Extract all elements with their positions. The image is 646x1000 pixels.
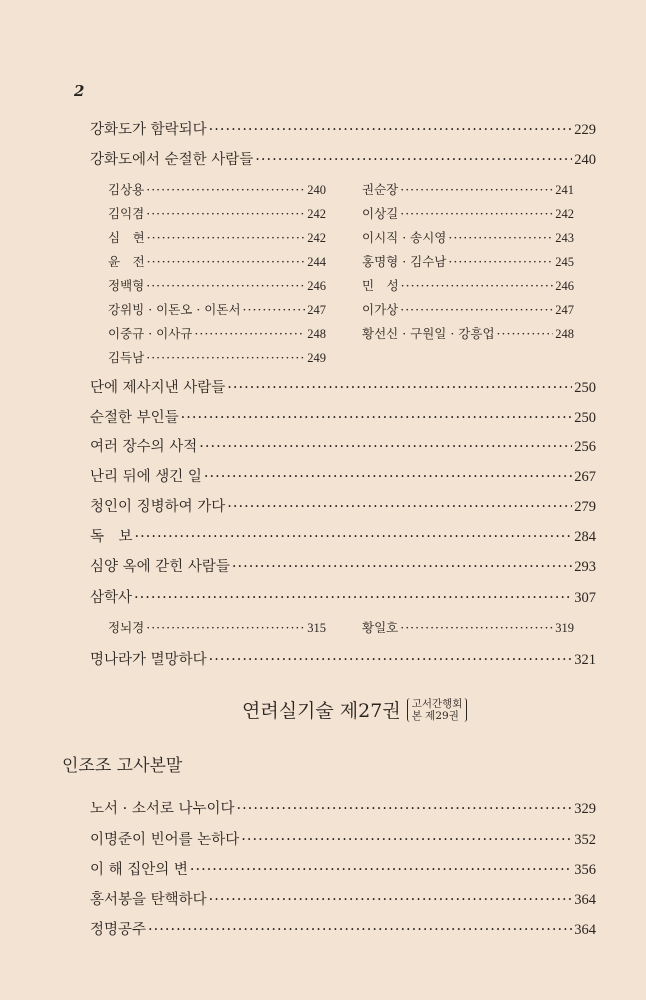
toc-entry-page: 307	[574, 590, 596, 606]
leader-dots	[209, 652, 573, 668]
toc-entry-title: 노서 · 소서로 나누이다	[90, 801, 235, 817]
leader-dots	[135, 529, 573, 545]
toc-entry	[90, 406, 596, 427]
toc-entry-page: 364	[574, 922, 596, 938]
toc-entry-page: 293	[574, 559, 596, 575]
toc-subentry	[108, 618, 326, 636]
toc-subentry	[108, 276, 326, 294]
toc-subentry-title: 김득남	[108, 350, 145, 365]
toc-subentry-page: 315	[307, 621, 326, 635]
toc-entry	[90, 586, 596, 607]
leader-dots	[209, 122, 573, 138]
leader-dots	[227, 499, 572, 515]
toc-entry	[90, 797, 596, 818]
toc-entry-title: 이 해 집안의 변	[90, 862, 188, 878]
toc-entry-page: 329	[574, 801, 596, 817]
toc-subentry-title: 김익겸	[108, 206, 145, 221]
toc-entry	[90, 495, 596, 516]
leader-dots	[400, 302, 553, 317]
toc-subentry-title: 김상용	[108, 182, 145, 197]
toc-subentry-page: 247	[307, 303, 326, 317]
leader-dots	[255, 152, 572, 168]
leader-dots	[146, 206, 305, 221]
toc-entry-page: 352	[574, 832, 596, 848]
toc-subentry	[362, 618, 574, 636]
toc-entry	[90, 465, 596, 486]
leader-dots	[448, 230, 553, 245]
volume-title: 연려실기술 제27권	[242, 700, 401, 722]
toc-subentry-page: 249	[307, 351, 326, 365]
leader-dots	[497, 326, 554, 341]
toc-subentry	[108, 252, 326, 270]
toc-subentry-title: 심 현	[108, 230, 145, 245]
leader-dots	[146, 620, 305, 635]
toc-entry-title: 난리 뒤에 생긴 일	[90, 469, 202, 485]
leader-dots	[148, 922, 572, 938]
toc-entry	[90, 918, 596, 939]
toc-subentry-title: 이가상	[362, 302, 399, 317]
toc-entry-page: 321	[574, 652, 596, 668]
toc-subentry	[362, 204, 574, 222]
toc-subentry-title: 이시직 · 송시영	[362, 230, 447, 245]
toc-subentry-page: 242	[307, 207, 326, 221]
toc-entry	[90, 525, 596, 546]
toc-entry-page: 284	[574, 529, 596, 545]
toc-entry-page: 356	[574, 862, 596, 878]
toc-subentry-title: 강위빙 · 이돈오 · 이돈서	[108, 302, 241, 317]
toc-entry-title: 단에 제사지낸 사람들	[90, 380, 226, 396]
toc-subentry	[362, 252, 574, 270]
toc-subentry-page: 246	[307, 279, 326, 293]
toc-entry	[90, 888, 596, 909]
volume-note	[407, 698, 468, 722]
toc-entry	[90, 648, 596, 669]
toc-subentry	[108, 324, 326, 342]
leader-dots	[401, 278, 554, 293]
toc-entry-page: 250	[574, 410, 596, 426]
toc-entry-page: 364	[574, 892, 596, 908]
toc-entry-title: 순절한 부인들	[90, 410, 179, 426]
leader-dots	[400, 206, 553, 221]
toc-entry-page: 229	[574, 122, 596, 138]
leader-dots	[146, 350, 305, 365]
leader-dots	[147, 254, 306, 269]
toc-subentry-page: 248	[555, 327, 574, 341]
toc-entry-title: 독 보	[90, 529, 133, 545]
leader-dots	[400, 182, 553, 197]
toc-entry-title: 명나라가 멸망하다	[90, 652, 207, 668]
leader-dots	[194, 326, 305, 341]
toc-entry	[90, 435, 596, 456]
toc-subentry	[362, 324, 574, 342]
toc-subentry-page: 319	[555, 621, 574, 635]
toc-entry	[90, 118, 596, 139]
toc-entry	[90, 858, 596, 879]
toc-subentry-page: 243	[555, 231, 574, 245]
leader-dots	[448, 254, 553, 269]
toc-subentry-title: 정뇌경	[108, 620, 145, 635]
leader-dots	[134, 590, 572, 606]
volume-note-line1: 고서간행회	[411, 697, 463, 710]
leader-dots	[190, 862, 572, 878]
toc-subentry-title: 이중규 · 이사규	[108, 326, 193, 341]
toc-entry-title: 여러 장수의 사적	[90, 439, 198, 455]
toc-subentry-page: 240	[307, 183, 326, 197]
toc-entry-page: 240	[574, 152, 596, 168]
leader-dots	[209, 892, 573, 908]
toc-entry-page: 256	[574, 439, 596, 455]
toc-subentry-page: 248	[307, 327, 326, 341]
toc-subentry	[108, 204, 326, 222]
leader-dots	[199, 439, 572, 455]
toc-subentry-page: 242	[555, 207, 574, 221]
toc-subentry	[362, 300, 574, 318]
toc-subentry	[362, 180, 574, 198]
toc-subentry-page: 242	[307, 231, 326, 245]
leader-dots	[147, 230, 306, 245]
toc-subentry	[108, 228, 326, 246]
leader-dots	[181, 410, 573, 426]
toc-entry-title: 청인이 징병하여 가다	[90, 499, 226, 515]
section-title: 인조조 고사본말	[62, 756, 183, 776]
volume-note-line2: 본 제29권	[411, 709, 459, 722]
leader-dots	[146, 182, 305, 197]
toc-entry-title: 홍서봉을 탄핵하다	[90, 892, 207, 908]
leader-dots	[204, 469, 572, 485]
toc-subentry	[362, 276, 574, 294]
leader-dots	[146, 278, 305, 293]
toc-subentry-title: 황일호	[362, 620, 399, 635]
toc-entry-title: 강화도에서 순절한 사람들	[90, 152, 254, 168]
toc-subentry-title: 정백형	[108, 278, 145, 293]
toc-subentry-title: 이상길	[362, 206, 399, 221]
leader-dots	[232, 559, 572, 575]
page-number: 2	[74, 82, 85, 100]
toc-subentry-title: 황선신 · 구원일 · 강흥업	[362, 326, 495, 341]
toc-subentry	[108, 180, 326, 198]
toc-subentry-title: 민 성	[362, 278, 399, 293]
toc-subentry-page: 241	[555, 183, 574, 197]
toc-entry	[90, 828, 596, 849]
toc-entry-title: 삼학사	[90, 590, 133, 606]
toc-subentry	[108, 348, 326, 366]
toc-entry	[90, 148, 596, 169]
volume-heading	[242, 696, 467, 723]
leader-dots	[237, 801, 573, 817]
leader-dots	[400, 620, 553, 635]
toc-subentry-page: 245	[555, 255, 574, 269]
toc-subentry-title: 홍명형 · 김수남	[362, 254, 447, 269]
toc-entry-title: 강화도가 함락되다	[90, 122, 207, 138]
toc-subentry-title: 권순장	[362, 182, 399, 197]
toc-entry	[90, 555, 596, 576]
leader-dots	[241, 832, 572, 848]
toc-entry-page: 250	[574, 380, 596, 396]
toc-subentry-page: 247	[555, 303, 574, 317]
toc-entry-title: 심양 옥에 갇힌 사람들	[90, 559, 230, 575]
toc-entry-title: 이명준이 빈어를 논하다	[90, 832, 240, 848]
toc-entry-page: 267	[574, 469, 596, 485]
toc-subentry	[362, 228, 574, 246]
toc-subentry-page: 246	[555, 279, 574, 293]
toc-entry-title: 정명공주	[90, 922, 147, 938]
toc-subentry-title: 윤 전	[108, 254, 145, 269]
toc-entry-page: 279	[574, 499, 596, 515]
leader-dots	[227, 380, 572, 396]
leader-dots	[243, 302, 306, 317]
toc-subentry	[108, 300, 326, 318]
toc-entry	[90, 376, 596, 397]
toc-subentry-page: 244	[307, 255, 326, 269]
